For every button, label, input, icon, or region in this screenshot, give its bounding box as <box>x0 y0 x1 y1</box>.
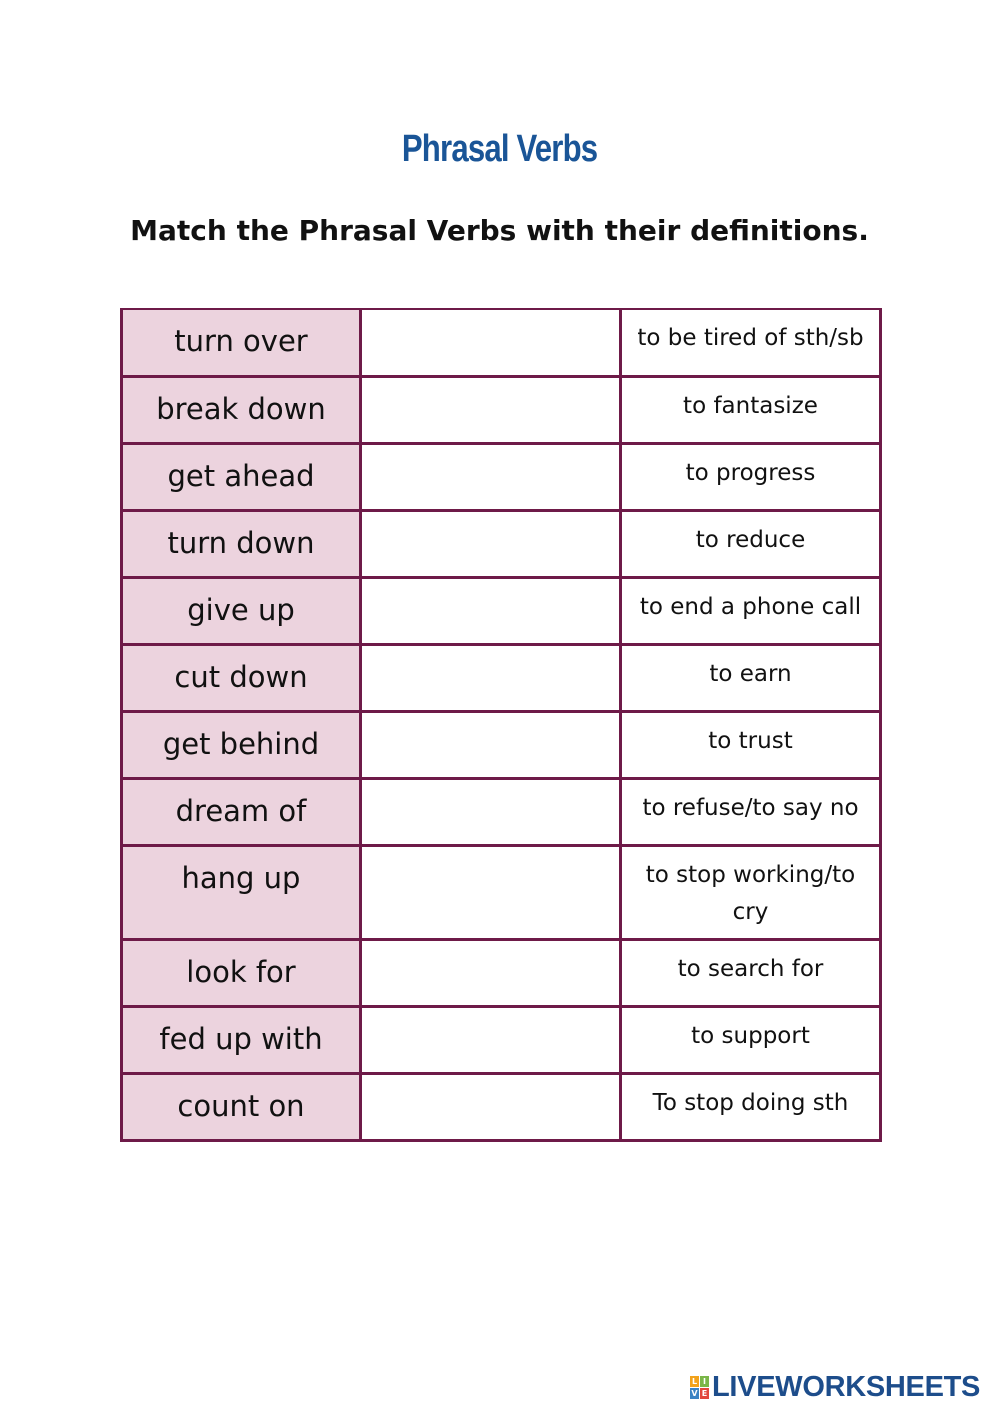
table-row <box>122 711 881 778</box>
table-row <box>122 644 881 711</box>
answer-field[interactable] <box>361 1006 621 1073</box>
logo-mark-letter: V <box>691 1388 698 1398</box>
table-row <box>122 510 881 577</box>
table-row <box>122 376 881 443</box>
phrasal-verb-cell: look for <box>122 939 361 1006</box>
definition-cell: to stop working/to cry <box>621 845 881 939</box>
table-row <box>122 577 881 644</box>
table-row <box>122 443 881 510</box>
logo-text: LIVEWORKSHEETS <box>712 1370 981 1403</box>
table-row <box>122 309 881 376</box>
definition-cell: to refuse/to say no <box>621 778 881 845</box>
phrasal-verb-cell: fed up with <box>122 1006 361 1073</box>
table-row <box>122 778 881 845</box>
logo-mark-icon <box>690 1376 709 1399</box>
definition-cell: to fantasize <box>621 376 881 443</box>
liveworksheets-logo <box>690 1370 980 1404</box>
answer-field[interactable] <box>361 376 621 443</box>
instructions: Match the Phrasal Verbs with their definitions. <box>130 214 869 247</box>
phrasal-verb-cell: count on <box>122 1073 361 1140</box>
answer-field[interactable] <box>361 845 621 939</box>
definition-cell: to progress <box>621 443 881 510</box>
definition-cell: to earn <box>621 644 881 711</box>
definition-cell: to search for <box>621 939 881 1006</box>
answer-field[interactable] <box>361 1073 621 1140</box>
phrasal-verb-cell: hang up <box>122 845 361 939</box>
table-row <box>122 939 881 1006</box>
definition-cell: To stop doing sth <box>621 1073 881 1140</box>
table-row <box>122 1073 881 1140</box>
phrasal-verb-cell: get ahead <box>122 443 361 510</box>
table-row <box>122 1006 881 1073</box>
definition-cell: to support <box>621 1006 881 1073</box>
answer-field[interactable] <box>361 711 621 778</box>
definition-cell: to trust <box>621 711 881 778</box>
table-row <box>122 845 881 939</box>
phrasal-verb-cell: give up <box>122 577 361 644</box>
logo-mark-letter: L <box>691 1376 698 1386</box>
logo-mark-letter: E <box>701 1388 708 1398</box>
phrasal-verb-cell: get behind <box>122 711 361 778</box>
definition-cell: to be tired of sth/sb <box>621 309 881 376</box>
answer-field[interactable] <box>361 309 621 376</box>
phrasal-verb-cell: turn over <box>122 309 361 376</box>
answer-field[interactable] <box>361 510 621 577</box>
definition-cell: to end a phone call <box>621 577 881 644</box>
answer-field[interactable] <box>361 443 621 510</box>
phrasal-verb-cell: turn down <box>122 510 361 577</box>
matching-table <box>120 308 882 1142</box>
definition-cell: to reduce <box>621 510 881 577</box>
answer-field[interactable] <box>361 577 621 644</box>
answer-field[interactable] <box>361 939 621 1006</box>
page-title: Phrasal Verbs <box>401 128 598 170</box>
phrasal-verb-cell: break down <box>122 376 361 443</box>
logo-mark-letter: I <box>700 1376 709 1387</box>
phrasal-verb-cell: dream of <box>122 778 361 845</box>
answer-field[interactable] <box>361 644 621 711</box>
answer-field[interactable] <box>361 778 621 845</box>
phrasal-verb-cell: cut down <box>122 644 361 711</box>
